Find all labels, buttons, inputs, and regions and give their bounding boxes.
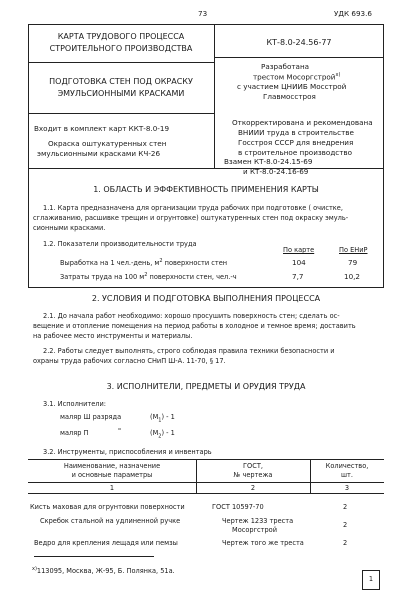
section-2-heading: 2. УСЛОВИЯ И ПОДГОТОВКА ВЫПОЛНЕНИЯ ПРОЦЕССА xyxy=(91,294,321,303)
replaces-line-2: и КТ-8.0-24.16-69 xyxy=(243,167,309,176)
footnote-address: 113095, Москва, Ж-95, Б. Полянка, 51а. xyxy=(36,567,175,576)
subject-line-2: ЭМУЛЬСИОННЫМИ КРАСКАМИ xyxy=(57,89,185,98)
table-header-name-1: Наименование, назначение xyxy=(63,462,161,470)
developer-footnote-mark: х) xyxy=(335,72,341,78)
table-header-gost-1: ГОСТ, xyxy=(243,462,263,470)
developer-line-4: Главмосстроя xyxy=(263,92,316,101)
title-box-bottom xyxy=(28,62,214,63)
table-row-2-gost-2: Мосоргстрой xyxy=(232,526,278,534)
productivity-row-1-card: 104 xyxy=(292,258,306,267)
table-row-2-gost: Чертеж 1233 треста xyxy=(222,517,294,525)
worker-1-label: маляр Ш разряда xyxy=(60,413,122,421)
udk-code: УДК 693.6 xyxy=(334,9,372,18)
approval-line-4: в строительное производство xyxy=(238,148,353,157)
set-line-2: Окраска оштукатуренных стен xyxy=(48,139,167,148)
set-line-1: Входит в комплект карт ККТ-8.0-19 xyxy=(34,124,170,133)
table-row-3-name: Ведро для крепления лещадя или пемзы xyxy=(34,539,178,547)
code-box-bottom xyxy=(214,57,384,58)
table-colnum-1: 1 xyxy=(109,484,115,492)
section-1-p2: 1.2. Показатели производительности труда xyxy=(43,240,197,248)
table-colnum-2: 2 xyxy=(250,484,256,492)
footnote-rule xyxy=(34,556,154,557)
row1-tail: поверхности стен xyxy=(162,259,228,268)
table-row-3-gost: Чертеж того же треста xyxy=(222,539,304,547)
table-row-1-name: Кисть маховая для огрунтовки поверхности xyxy=(30,503,185,511)
productivity-row-2-enir: 10,2 xyxy=(344,272,361,281)
table-row-2-name: Скребок стальной на удлиненной ручке xyxy=(40,517,181,525)
header-bottom-line xyxy=(28,168,384,169)
card-code: КТ-8.0-24.56-77 xyxy=(266,38,332,47)
developer-org: трестом Мосоргстрой xyxy=(253,72,336,82)
worker-2-label: маляр П xyxy=(60,429,89,437)
section-1-p1-line2: сглаживанию, расшивке трещин и огрунтовке) оштукатуренных стен под окраску эмуль- xyxy=(33,214,349,222)
table-row-1-gost: ГОСТ 10597-70 xyxy=(212,503,264,511)
table-row-1-qty: 2 xyxy=(343,503,348,511)
table-header-qty-1: Количество, xyxy=(325,462,369,470)
productivity-row-2-card: 7,7 xyxy=(292,272,304,281)
row2-sup: 2 xyxy=(144,272,148,278)
section-3-p1: 3.1. Исполнители: xyxy=(43,400,107,408)
subject-line-1: ПОДГОТОВКА СТЕН ПОД ОКРАСКУ xyxy=(49,77,193,86)
approval-line-3: Госстроя СССР для внедрения xyxy=(238,138,354,147)
table-row-2-qty: 2 xyxy=(343,521,348,529)
section-2-p1-line2: вещение и отопление помещения на период работы в холодное и темное время; доставить xyxy=(33,322,356,330)
section-3-heading: 3. ИСПОЛНИТЕЛИ, ПРЕДМЕТЫ И ОРУДИЯ ТРУДА xyxy=(106,382,306,391)
worker-2-sub: 2 xyxy=(158,433,162,440)
row2-label-text: Затраты труда на 100 м xyxy=(60,273,145,282)
section-2-p2-line1: 2.2. Работы следует выполнять, строго соблюдая правила техники безопасности и xyxy=(43,347,335,355)
worker-1-count xyxy=(150,413,175,423)
worker-1-m: (М xyxy=(150,413,159,421)
column-by-enir: По ЕНиР xyxy=(339,246,368,254)
page-number: 73 xyxy=(198,9,208,18)
productivity-row-1-label xyxy=(60,258,227,267)
table-header-qty-2: шт. xyxy=(341,471,353,479)
worker-2-m: (М xyxy=(150,429,159,437)
table-top-rule xyxy=(28,459,384,460)
set-line-3: эмульсионными красками КЧ-26 xyxy=(37,149,161,158)
replaces-line-1: Взамен КТ-8.0-24.15-69 xyxy=(224,157,313,166)
table-header-rule xyxy=(28,482,384,483)
approval-line-2: ВНИИИ труда в строительстве xyxy=(238,128,354,137)
row1-label-text: Выработка на 1 чел.-день, м xyxy=(60,259,160,268)
productivity-row-1-enir: 79 xyxy=(348,258,358,267)
developer-line-1: Разработана xyxy=(261,62,310,71)
column-by-card: По карте xyxy=(283,246,315,254)
section-2-p2-line2: охраны труда рабочих согласно СНиП Ш-А. 11-70, § 17. xyxy=(33,357,226,365)
table-header-gost-2: № чертежа xyxy=(233,471,273,479)
sheet-number: 1 xyxy=(368,575,374,583)
section-1-p1-line1: 1.1. Карта предназначена для организации труда рабочих при подготовке ( очистке, xyxy=(43,204,343,212)
productivity-row-2-label xyxy=(60,272,237,281)
footnote xyxy=(32,566,175,575)
developer-line-2 xyxy=(253,72,340,81)
table-row-3-qty: 2 xyxy=(343,539,348,547)
worker-1-tail: ) - 1 xyxy=(161,413,175,421)
row2-tail: поверхности стен, чел.-ч xyxy=(147,273,237,282)
table-colnum-3: 3 xyxy=(344,484,350,492)
title-line-1: КАРТА ТРУДОВОГО ПРОЦЕССА xyxy=(57,32,185,41)
subject-box-bottom xyxy=(28,113,214,114)
approval-line-1: Откорректирована и рекомендована xyxy=(232,118,373,127)
section-2-p1-line1: 2.1. До начала работ необходимо: хорошо просушить поверхность стен; сделать ос- xyxy=(43,312,340,320)
developer-line-3: с участием ЦНИИБ Мосстрой xyxy=(237,82,347,91)
section-1-p1-line3: сионными красками. xyxy=(33,224,106,232)
worker-2-count xyxy=(150,429,175,439)
title-line-2: СТРОИТЕЛЬНОГО ПРОИЗВОДСТВА xyxy=(49,44,193,53)
worker-2-tail: ) - 1 xyxy=(161,429,175,437)
worker-1-sub: 1 xyxy=(158,417,162,424)
footnote-mark: х) xyxy=(32,566,37,572)
section-3-p2: 3.2. Инструменты, приспособления и инвентарь xyxy=(43,448,212,456)
worker-2-ditto: " xyxy=(118,427,122,435)
table-numbers-rule xyxy=(28,493,384,494)
section-1-heading: 1. ОБЛАСТЬ И ЭФФЕКТИВНОСТЬ ПРИМЕНЕНИЯ КАРТЫ xyxy=(93,185,319,194)
row1-sup: 2 xyxy=(159,258,163,264)
table-header-name-2: и основные параметры xyxy=(71,471,153,479)
section-2-p1-line3: на рабочее место инструменты и материалы. xyxy=(33,332,193,340)
